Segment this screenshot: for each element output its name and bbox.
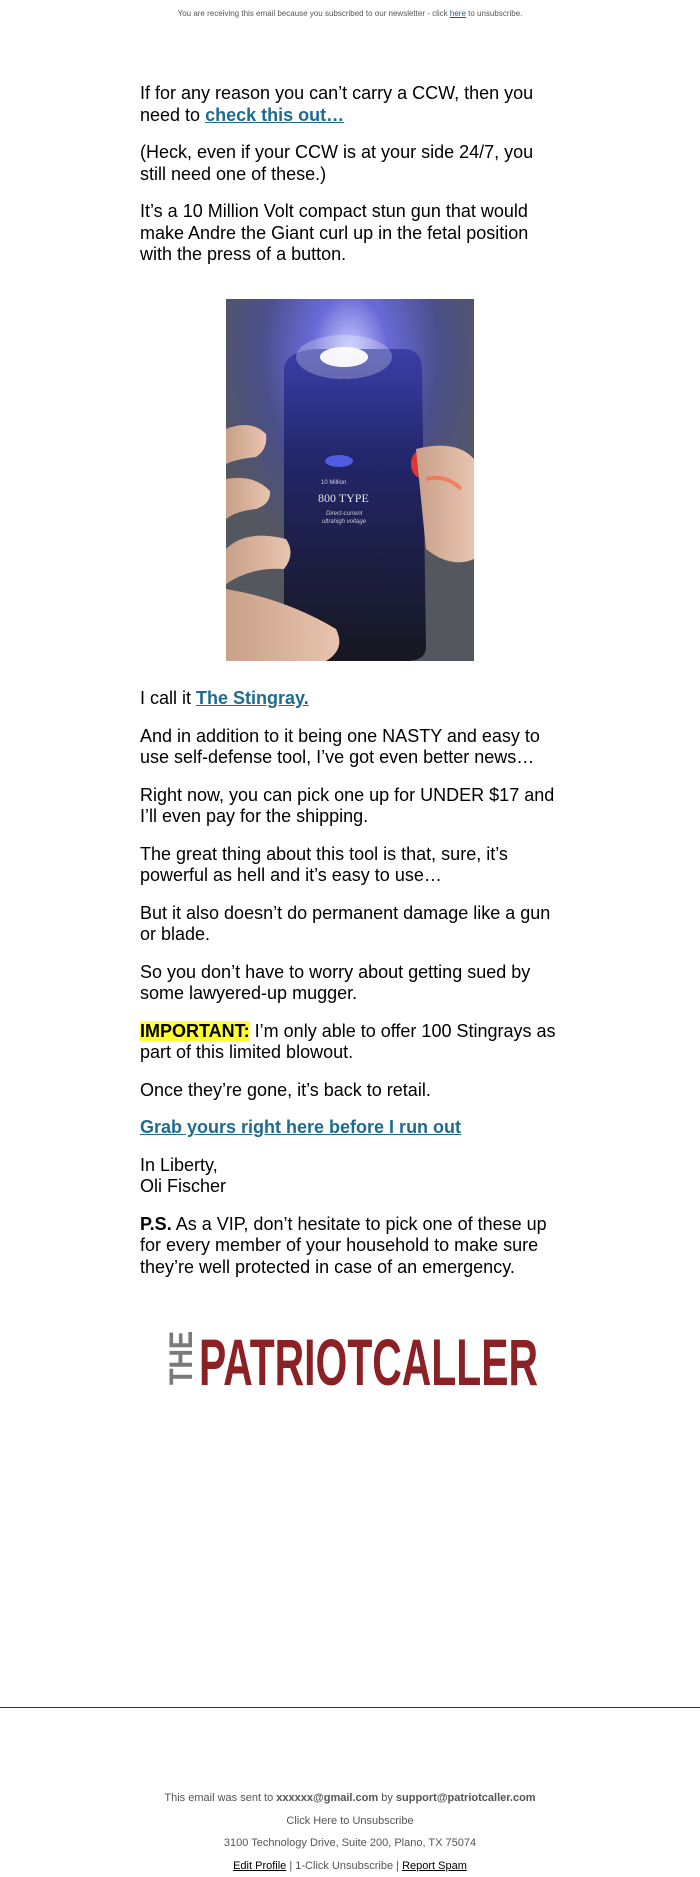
- signoff: In Liberty,: [140, 1155, 218, 1175]
- paragraph-heck: (Heck, even if your CCW is at your side 24/7, you still need one of these.): [140, 142, 560, 185]
- footer-unsubscribe-link[interactable]: Click Here to Unsubscribe: [0, 1810, 700, 1833]
- paragraph-great-thing: The great thing about this tool is that, sure, it’s powerful as hell and it’s easy to use…: [140, 844, 560, 887]
- footer-links: [0, 1855, 700, 1877]
- call-it-text: I call it: [140, 688, 191, 708]
- grab-yours-link[interactable]: Grab yours right here before I run out: [140, 1117, 461, 1137]
- preheader-unsubscribe-link[interactable]: here: [450, 9, 466, 18]
- device-label-line1: Direct-current: [326, 511, 363, 517]
- intro-text: If for any reason you can’t carry a CCW, then you need to: [140, 83, 533, 125]
- paragraph-important: [140, 1021, 560, 1064]
- footer: [0, 1787, 700, 1877]
- paragraph-intro: [140, 83, 560, 126]
- paragraph-ps: [140, 1214, 560, 1279]
- footer-address: 3100 Technology Drive, Suite 200, Plano, TX 75074: [0, 1832, 700, 1855]
- preheader-text-after: to unsubscribe.: [468, 9, 522, 18]
- email-body: [140, 83, 560, 282]
- paragraph-stun-gun: It’s a 10 Million Volt compact stun gun that would make Andre the Giant curl up in the fetal position with the press of a button.: [140, 201, 560, 266]
- footer-separator: |: [396, 1860, 399, 1872]
- device-label-small: 10 Million: [321, 480, 346, 486]
- footer-by: by: [381, 1792, 393, 1804]
- paragraph-retail: Once they’re gone, it’s back to retail.: [140, 1080, 560, 1102]
- preheader: [0, 9, 700, 18]
- paragraph-nasty: And in addition to it being one NASTY and easy to use self-defense tool, I’ve got even better news…: [140, 726, 560, 769]
- one-click-unsubscribe[interactable]: 1-Click Unsubscribe: [295, 1860, 393, 1872]
- paragraph-call-it: [140, 688, 560, 710]
- paragraph-no-damage: But it also doesn’t do permanent damage like a gun or blade.: [140, 903, 560, 946]
- email-body-continued: [140, 688, 560, 1294]
- logo-graphic: [162, 1329, 538, 1387]
- footer-sent-line: [0, 1787, 700, 1810]
- footer-divider: [0, 1707, 700, 1708]
- report-spam-link[interactable]: Report Spam: [402, 1860, 467, 1872]
- paragraph-sued: So you don’t have to worry about getting sued by some lawyered-up mugger.: [140, 962, 560, 1005]
- logo-name: PATRIOTCALLER: [199, 1325, 538, 1399]
- important-highlight: IMPORTANT:: [140, 1021, 250, 1041]
- device-label-line2: ultrahigh voltage: [322, 519, 367, 525]
- device-label-model: 800 TYPE: [318, 491, 369, 505]
- paragraph-cta: [140, 1117, 560, 1139]
- paragraph-price: Right now, you can pick one up for UNDER $17 and I’ll even pay for the shipping.: [140, 785, 560, 828]
- footer-sender-email: support@patriotcaller.com: [396, 1792, 536, 1804]
- stun-gun-photo[interactable]: [226, 299, 474, 661]
- important-text: I’m only able to offer 100 Stingrays as part of this limited blowout.: [140, 1021, 556, 1063]
- logo-prefix: THE: [163, 1331, 199, 1385]
- stingray-link[interactable]: The Stingray.: [196, 688, 309, 708]
- footer-recipient-email: xxxxxx@gmail.com: [276, 1792, 378, 1804]
- check-this-out-link[interactable]: check this out…: [205, 105, 344, 125]
- stun-gun-illustration: [226, 299, 474, 661]
- patriot-caller-logo[interactable]: [162, 1329, 538, 1387]
- preheader-text: You are receiving this email because you subscribed to our newsletter - click: [178, 9, 448, 18]
- ps-label: P.S.: [140, 1214, 172, 1234]
- signature: Oli Fischer: [140, 1176, 226, 1196]
- ps-text: As a VIP, don’t hesitate to pick one of these up for every member of your household to make sure they’re well protected in case of an emergency.: [140, 1214, 547, 1277]
- edit-profile-link[interactable]: Edit Profile: [233, 1860, 286, 1872]
- signoff-block: [140, 1155, 560, 1198]
- footer-separator: |: [289, 1860, 292, 1872]
- footer-sent-prefix: This email was sent to: [164, 1792, 273, 1804]
